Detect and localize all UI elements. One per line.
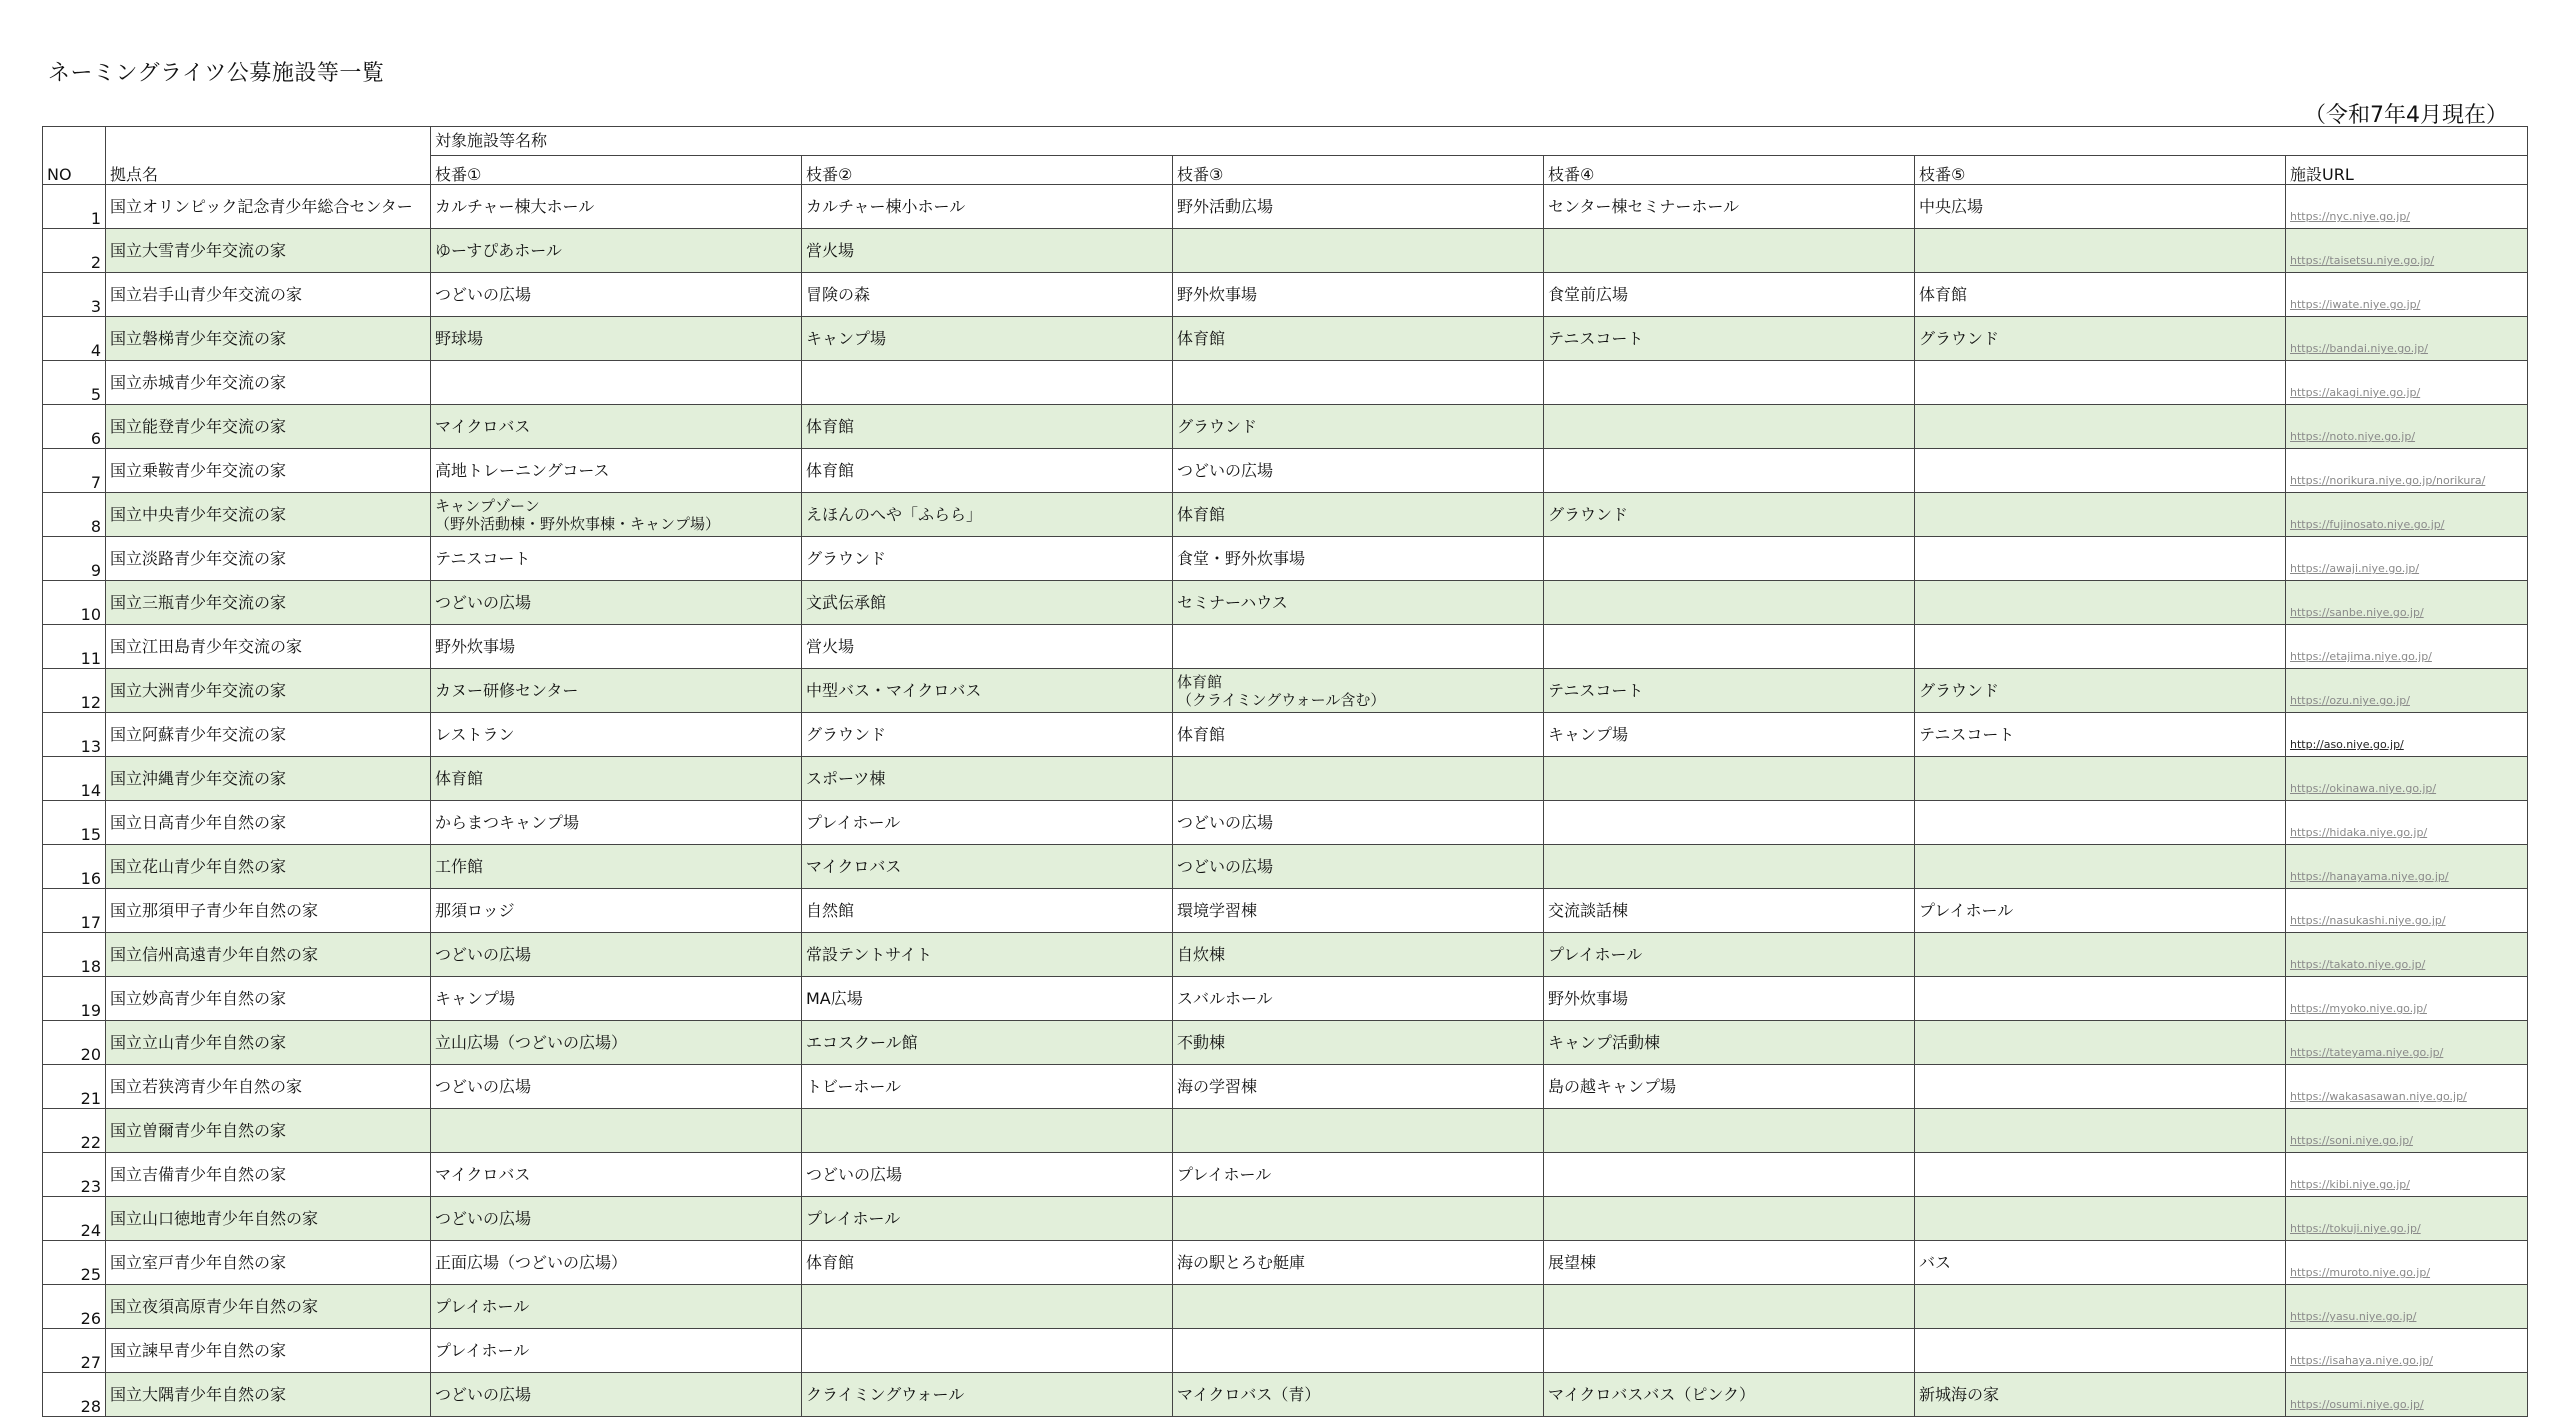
- branch-4-cell: テニスコート: [1544, 317, 1915, 361]
- facility-url-link[interactable]: https://takato.niye.go.jp/: [2286, 933, 2528, 977]
- branch-5-cell: 体育館: [1915, 273, 2286, 317]
- branch-4-cell: センター棟セミナーホール: [1544, 185, 1915, 229]
- page-title: ネーミングライツ公募施設等一覧: [48, 61, 385, 86]
- facility-url-link[interactable]: https://noto.niye.go.jp/: [2286, 405, 2528, 449]
- branch-4-cell: [1544, 801, 1915, 845]
- base-name: 国立赤城青少年交流の家: [106, 361, 431, 405]
- branch-3-cell: 体育館: [1173, 317, 1544, 361]
- branch-3-cell: つどいの広場: [1173, 845, 1544, 889]
- branch-5-cell: グラウンド: [1915, 669, 2286, 713]
- branch-2-cell: [802, 361, 1173, 405]
- branch-2-cell: 営火場: [802, 229, 1173, 273]
- row-number: 18: [43, 933, 106, 977]
- base-name: 国立室戸青少年自然の家: [106, 1241, 431, 1285]
- row-number: 27: [43, 1329, 106, 1373]
- facility-url-link[interactable]: https://hidaka.niye.go.jp/: [2286, 801, 2528, 845]
- table-row: [43, 757, 2528, 801]
- table-row: [43, 1065, 2528, 1109]
- branch-2-cell: [802, 1285, 1173, 1329]
- facility-url-link[interactable]: https://osumi.niye.go.jp/: [2286, 1373, 2528, 1417]
- row-number: 17: [43, 889, 106, 933]
- table-row: [43, 801, 2528, 845]
- facility-url-link[interactable]: https://yasu.niye.go.jp/: [2286, 1285, 2528, 1329]
- header-branch-2: 枝番②: [802, 156, 1173, 185]
- branch-2-cell: プレイホール: [802, 1197, 1173, 1241]
- branch-3-cell: つどいの広場: [1173, 449, 1544, 493]
- table-row: [43, 845, 2528, 889]
- branch-1-cell: マイクロバス: [431, 1153, 802, 1197]
- table-row: [43, 185, 2528, 229]
- header-branch-4: 枝番④: [1544, 156, 1915, 185]
- table-row: [43, 1109, 2528, 1153]
- branch-3-cell: 体育館: [1173, 713, 1544, 757]
- branch-2-cell: 体育館: [802, 1241, 1173, 1285]
- base-name: 国立若狭湾青少年自然の家: [106, 1065, 431, 1109]
- branch-2-cell: グラウンド: [802, 537, 1173, 581]
- branch-1-cell: 体育館: [431, 757, 802, 801]
- branch-1-cell: 工作館: [431, 845, 802, 889]
- table-row: [43, 1373, 2528, 1417]
- branch-5-cell: バス: [1915, 1241, 2286, 1285]
- branch-3-cell: プレイホール: [1173, 1153, 1544, 1197]
- row-number: 15: [43, 801, 106, 845]
- branch-2-cell: クライミングウォール: [802, 1373, 1173, 1417]
- facility-url-link[interactable]: https://bandai.niye.go.jp/: [2286, 317, 2528, 361]
- branch-3-cell: 環境学習棟: [1173, 889, 1544, 933]
- branch-4-cell: [1544, 845, 1915, 889]
- branch-3-cell: 海の学習棟: [1173, 1065, 1544, 1109]
- branch-5-cell: [1915, 1109, 2286, 1153]
- branch-4-cell: キャンプ場: [1544, 713, 1915, 757]
- branch-3-cell: スバルホール: [1173, 977, 1544, 1021]
- branch-1-cell: キャンプゾーン （野外活動棟・野外炊事棟・キャンプ場）: [431, 493, 802, 537]
- branch-5-cell: 中央広場: [1915, 185, 2286, 229]
- branch-1-cell: からまつキャンプ場: [431, 801, 802, 845]
- branch-4-cell: [1544, 449, 1915, 493]
- branch-4-cell: [1544, 1109, 1915, 1153]
- branch-3-cell: 自炊棟: [1173, 933, 1544, 977]
- row-number: 12: [43, 669, 106, 713]
- row-number: 21: [43, 1065, 106, 1109]
- header-empty: [43, 127, 106, 156]
- branch-4-cell: [1544, 1329, 1915, 1373]
- table-row: [43, 405, 2528, 449]
- branch-1-cell: つどいの広場: [431, 933, 802, 977]
- facility-url-link[interactable]: https://wakasasawan.niye.go.jp/: [2286, 1065, 2528, 1109]
- row-number: 28: [43, 1373, 106, 1417]
- facility-url-link[interactable]: https://norikura.niye.go.jp/norikura/: [2286, 449, 2528, 493]
- branch-2-cell: プレイホール: [802, 801, 1173, 845]
- branch-4-cell: [1544, 581, 1915, 625]
- facility-url-link[interactable]: https://iwate.niye.go.jp/: [2286, 273, 2528, 317]
- branch-3-cell: 体育館 （クライミングウォール含む）: [1173, 669, 1544, 713]
- branch-1-cell: 那須ロッジ: [431, 889, 802, 933]
- branch-3-cell: セミナーハウス: [1173, 581, 1544, 625]
- header-url: 施設URL: [2286, 156, 2528, 185]
- branch-1-cell: 立山広場（つどいの広場）: [431, 1021, 802, 1065]
- branch-2-cell: 体育館: [802, 405, 1173, 449]
- row-number: 16: [43, 845, 106, 889]
- base-name: 国立乗鞍青少年交流の家: [106, 449, 431, 493]
- facility-url-link[interactable]: https://ozu.niye.go.jp/: [2286, 669, 2528, 713]
- branch-3-cell: グラウンド: [1173, 405, 1544, 449]
- facility-table: [42, 126, 2528, 1417]
- facility-url-link[interactable]: https://myoko.niye.go.jp/: [2286, 977, 2528, 1021]
- branch-4-cell: [1544, 229, 1915, 273]
- table-row: [43, 713, 2528, 757]
- branch-5-cell: [1915, 537, 2286, 581]
- table-row: [43, 1285, 2528, 1329]
- table-row: [43, 229, 2528, 273]
- branch-1-cell: テニスコート: [431, 537, 802, 581]
- base-name: 国立大雪青少年交流の家: [106, 229, 431, 273]
- branch-2-cell: [802, 1109, 1173, 1153]
- branch-2-cell: トビーホール: [802, 1065, 1173, 1109]
- branch-1-cell: ゆーすぴあホール: [431, 229, 802, 273]
- row-number: 4: [43, 317, 106, 361]
- row-number: 6: [43, 405, 106, 449]
- branch-5-cell: テニスコート: [1915, 713, 2286, 757]
- base-name: 国立花山青少年自然の家: [106, 845, 431, 889]
- table-row: [43, 493, 2528, 537]
- header-base-name: 拠点名: [106, 156, 431, 185]
- branch-5-cell: [1915, 1065, 2286, 1109]
- header-branch-3: 枝番③: [1173, 156, 1544, 185]
- branch-2-cell: スポーツ棟: [802, 757, 1173, 801]
- facility-url-link[interactable]: https://taisetsu.niye.go.jp/: [2286, 229, 2528, 273]
- base-name: 国立岩手山青少年交流の家: [106, 273, 431, 317]
- branch-4-cell: [1544, 405, 1915, 449]
- branch-1-cell: つどいの広場: [431, 273, 802, 317]
- row-number: 9: [43, 537, 106, 581]
- branch-2-cell: つどいの広場: [802, 1153, 1173, 1197]
- row-number: 10: [43, 581, 106, 625]
- row-number: 26: [43, 1285, 106, 1329]
- branch-1-cell: マイクロバス: [431, 405, 802, 449]
- branch-4-cell: [1544, 757, 1915, 801]
- row-number: 1: [43, 185, 106, 229]
- branch-1-cell: プレイホール: [431, 1285, 802, 1329]
- branch-5-cell: [1915, 449, 2286, 493]
- branch-1-cell: [431, 1109, 802, 1153]
- branch-5-cell: [1915, 977, 2286, 1021]
- branch-1-cell: 野外炊事場: [431, 625, 802, 669]
- branch-2-cell: キャンプ場: [802, 317, 1173, 361]
- table-row: [43, 889, 2528, 933]
- row-number: 5: [43, 361, 106, 405]
- branch-4-cell: [1544, 1197, 1915, 1241]
- branch-2-cell: [802, 1329, 1173, 1373]
- row-number: 14: [43, 757, 106, 801]
- branch-2-cell: グラウンド: [802, 713, 1173, 757]
- branch-4-cell: プレイホール: [1544, 933, 1915, 977]
- branch-3-cell: 野外活動広場: [1173, 185, 1544, 229]
- branch-5-cell: [1915, 229, 2286, 273]
- branch-3-cell: 食堂・野外炊事場: [1173, 537, 1544, 581]
- base-name: 国立オリンピック記念青少年総合センター: [106, 185, 431, 229]
- table-row: [43, 317, 2528, 361]
- branch-3-cell: [1173, 1329, 1544, 1373]
- branch-4-cell: [1544, 1285, 1915, 1329]
- branch-4-cell: マイクロバスバス（ピンク）: [1544, 1373, 1915, 1417]
- facility-url-link[interactable]: https://okinawa.niye.go.jp/: [2286, 757, 2528, 801]
- facility-url-link[interactable]: https://muroto.niye.go.jp/: [2286, 1241, 2528, 1285]
- branch-4-cell: 展望棟: [1544, 1241, 1915, 1285]
- branch-3-cell: 海の駅とろむ艇庫: [1173, 1241, 1544, 1285]
- table-row: [43, 581, 2528, 625]
- base-name: 国立三瓶青少年交流の家: [106, 581, 431, 625]
- branch-3-cell: [1173, 1109, 1544, 1153]
- branch-1-cell: つどいの広場: [431, 1065, 802, 1109]
- facility-url-link[interactable]: https://hanayama.niye.go.jp/: [2286, 845, 2528, 889]
- row-number: 24: [43, 1197, 106, 1241]
- row-number: 13: [43, 713, 106, 757]
- facility-url-link[interactable]: https://nasukashi.niye.go.jp/: [2286, 889, 2528, 933]
- facility-url-link[interactable]: https://tateyama.niye.go.jp/: [2286, 1021, 2528, 1065]
- row-number: 25: [43, 1241, 106, 1285]
- branch-3-cell: [1173, 229, 1544, 273]
- base-name: 国立立山青少年自然の家: [106, 1021, 431, 1065]
- branch-4-cell: [1544, 537, 1915, 581]
- facility-url-link[interactable]: https://awaji.niye.go.jp/: [2286, 537, 2528, 581]
- table-row: [43, 273, 2528, 317]
- branch-5-cell: [1915, 405, 2286, 449]
- branch-5-cell: [1915, 933, 2286, 977]
- branch-4-cell: [1544, 361, 1915, 405]
- base-name: 国立那須甲子青少年自然の家: [106, 889, 431, 933]
- base-name: 国立大隅青少年自然の家: [106, 1373, 431, 1417]
- facility-url-link[interactable]: https://akagi.niye.go.jp/: [2286, 361, 2528, 405]
- branch-1-cell: プレイホール: [431, 1329, 802, 1373]
- header-row-group: [43, 127, 2528, 156]
- branch-1-cell: 高地トレーニングコース: [431, 449, 802, 493]
- table-row: [43, 1241, 2528, 1285]
- header-empty: [106, 127, 431, 156]
- header-no: NO: [43, 156, 106, 185]
- base-name: 国立諫早青少年自然の家: [106, 1329, 431, 1373]
- facility-url-link[interactable]: https://nyc.niye.go.jp/: [2286, 185, 2528, 229]
- table-row: [43, 977, 2528, 1021]
- branch-2-cell: 中型バス・マイクロバス: [802, 669, 1173, 713]
- branch-1-cell: カルチャー棟大ホール: [431, 185, 802, 229]
- base-name: 国立曽爾青少年自然の家: [106, 1109, 431, 1153]
- base-name: 国立日高青少年自然の家: [106, 801, 431, 845]
- branch-3-cell: [1173, 757, 1544, 801]
- table-row: [43, 1021, 2528, 1065]
- facility-url-link[interactable]: https://sanbe.niye.go.jp/: [2286, 581, 2528, 625]
- table-row: [43, 933, 2528, 977]
- base-name: 国立妙高青少年自然の家: [106, 977, 431, 1021]
- branch-3-cell: 体育館: [1173, 493, 1544, 537]
- branch-1-cell: つどいの広場: [431, 581, 802, 625]
- table-row: [43, 361, 2528, 405]
- branch-5-cell: 新城海の家: [1915, 1373, 2286, 1417]
- branch-1-cell: 正面広場（つどいの広場）: [431, 1241, 802, 1285]
- base-name: 国立江田島青少年交流の家: [106, 625, 431, 669]
- header-branch-5: 枝番⑤: [1915, 156, 2286, 185]
- branch-1-cell: つどいの広場: [431, 1373, 802, 1417]
- branch-3-cell: マイクロバス（青）: [1173, 1373, 1544, 1417]
- row-number: 11: [43, 625, 106, 669]
- base-name: 国立吉備青少年自然の家: [106, 1153, 431, 1197]
- table-row: [43, 449, 2528, 493]
- base-name: 国立能登青少年交流の家: [106, 405, 431, 449]
- branch-1-cell: カヌー研修センター: [431, 669, 802, 713]
- branch-5-cell: [1915, 1197, 2286, 1241]
- row-number: 2: [43, 229, 106, 273]
- table-row: [43, 537, 2528, 581]
- branch-2-cell: 体育館: [802, 449, 1173, 493]
- branch-5-cell: [1915, 361, 2286, 405]
- branch-5-cell: [1915, 581, 2286, 625]
- branch-3-cell: [1173, 1197, 1544, 1241]
- base-name: 国立阿蘇青少年交流の家: [106, 713, 431, 757]
- branch-4-cell: [1544, 625, 1915, 669]
- base-name: 国立大洲青少年交流の家: [106, 669, 431, 713]
- branch-4-cell: 交流談話棟: [1544, 889, 1915, 933]
- header-row: [43, 156, 2528, 185]
- branch-4-cell: 食堂前広場: [1544, 273, 1915, 317]
- table-row: [43, 669, 2528, 713]
- branch-2-cell: えほんのへや「ふらら」: [802, 493, 1173, 537]
- facility-url-link[interactable]: https://isahaya.niye.go.jp/: [2286, 1329, 2528, 1373]
- branch-5-cell: [1915, 625, 2286, 669]
- base-name: 国立中央青少年交流の家: [106, 493, 431, 537]
- branch-5-cell: [1915, 801, 2286, 845]
- table-row: [43, 1197, 2528, 1241]
- branch-2-cell: マイクロバス: [802, 845, 1173, 889]
- row-number: 7: [43, 449, 106, 493]
- branch-5-cell: [1915, 493, 2286, 537]
- facility-url-link[interactable]: https://soni.niye.go.jp/: [2286, 1109, 2528, 1153]
- branch-3-cell: 野外炊事場: [1173, 273, 1544, 317]
- branch-2-cell: MA広場: [802, 977, 1173, 1021]
- branch-4-cell: 野外炊事場: [1544, 977, 1915, 1021]
- branch-2-cell: 自然館: [802, 889, 1173, 933]
- facility-table-body: [43, 127, 2528, 1417]
- table-row: [43, 1153, 2528, 1197]
- row-number: 19: [43, 977, 106, 1021]
- row-number: 3: [43, 273, 106, 317]
- branch-3-cell: 不動棟: [1173, 1021, 1544, 1065]
- header-branch-1: 枝番①: [431, 156, 802, 185]
- branch-4-cell: グラウンド: [1544, 493, 1915, 537]
- base-name: 国立淡路青少年交流の家: [106, 537, 431, 581]
- branch-5-cell: [1915, 1153, 2286, 1197]
- branch-5-cell: グラウンド: [1915, 317, 2286, 361]
- base-name: 国立山口徳地青少年自然の家: [106, 1197, 431, 1241]
- branch-1-cell: 野球場: [431, 317, 802, 361]
- branch-2-cell: 営火場: [802, 625, 1173, 669]
- table-row: [43, 1329, 2528, 1373]
- branch-3-cell: [1173, 1285, 1544, 1329]
- branch-4-cell: テニスコート: [1544, 669, 1915, 713]
- row-number: 20: [43, 1021, 106, 1065]
- table-row: [43, 625, 2528, 669]
- branch-5-cell: [1915, 1021, 2286, 1065]
- branch-5-cell: プレイホール: [1915, 889, 2286, 933]
- branch-5-cell: [1915, 757, 2286, 801]
- branch-1-cell: [431, 361, 802, 405]
- facility-url-link[interactable]: https://etajima.niye.go.jp/: [2286, 625, 2528, 669]
- branch-4-cell: 島の越キャンプ場: [1544, 1065, 1915, 1109]
- row-number: 23: [43, 1153, 106, 1197]
- branch-1-cell: キャンプ場: [431, 977, 802, 1021]
- branch-1-cell: レストラン: [431, 713, 802, 757]
- facility-url-link[interactable]: https://kibi.niye.go.jp/: [2286, 1153, 2528, 1197]
- branch-3-cell: [1173, 625, 1544, 669]
- branch-3-cell: つどいの広場: [1173, 801, 1544, 845]
- branch-2-cell: 文武伝承館: [802, 581, 1173, 625]
- branch-5-cell: [1915, 845, 2286, 889]
- branch-4-cell: [1544, 1153, 1915, 1197]
- branch-3-cell: [1173, 361, 1544, 405]
- facility-url-link[interactable]: http://aso.niye.go.jp/: [2286, 713, 2528, 757]
- branch-2-cell: エコスクール館: [802, 1021, 1173, 1065]
- base-name: 国立沖縄青少年交流の家: [106, 757, 431, 801]
- branch-2-cell: 常設テントサイト: [802, 933, 1173, 977]
- base-name: 国立信州高遠青少年自然の家: [106, 933, 431, 977]
- branch-2-cell: カルチャー棟小ホール: [802, 185, 1173, 229]
- row-number: 8: [43, 493, 106, 537]
- header-group-facilities: 対象施設等名称: [431, 127, 2528, 156]
- branch-2-cell: 冒険の森: [802, 273, 1173, 317]
- row-number: 22: [43, 1109, 106, 1153]
- branch-1-cell: つどいの広場: [431, 1197, 802, 1241]
- as-of-date: （令和7年4月現在）: [2304, 103, 2508, 128]
- base-name: 国立夜須高原青少年自然の家: [106, 1285, 431, 1329]
- branch-5-cell: [1915, 1329, 2286, 1373]
- facility-url-link[interactable]: https://tokuji.niye.go.jp/: [2286, 1197, 2528, 1241]
- facility-url-link[interactable]: https://fujinosato.niye.go.jp/: [2286, 493, 2528, 537]
- base-name: 国立磐梯青少年交流の家: [106, 317, 431, 361]
- branch-4-cell: キャンプ活動棟: [1544, 1021, 1915, 1065]
- branch-5-cell: [1915, 1285, 2286, 1329]
